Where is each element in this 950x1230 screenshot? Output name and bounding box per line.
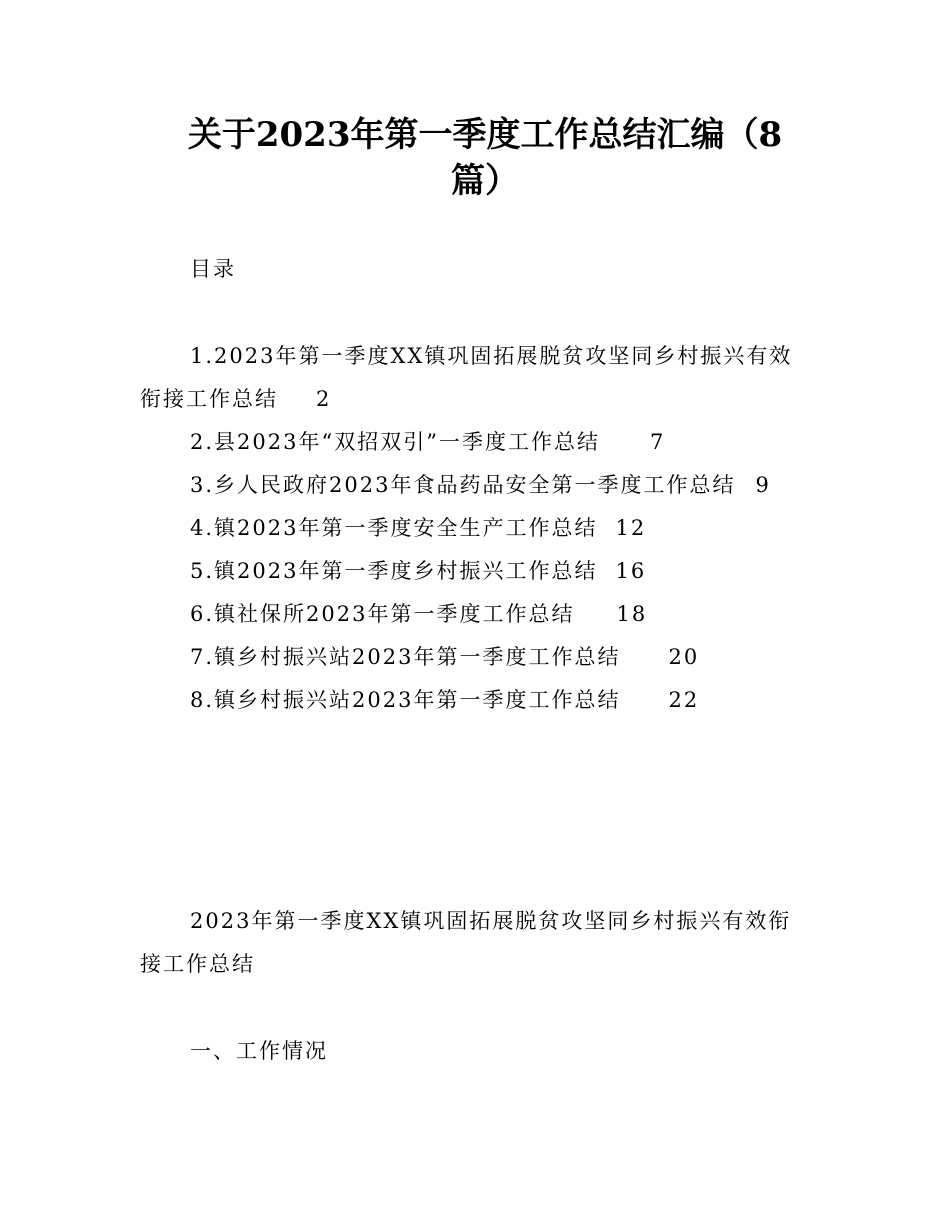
toc-item-text: 2.县2023年“双招双引”一季度工作总结 [190,430,600,454]
article-title: 2023年第一季度XX镇巩固拓展脱贫攻坚同乡村振兴有效衔接工作总结 [140,909,792,976]
toc-page-number: 18 [616,602,648,626]
toc-item[interactable] [140,507,805,550]
title-line-2: 篇） [451,161,519,201]
toc-item[interactable] [140,593,805,636]
toc-item[interactable] [140,679,805,722]
title-line-1: 关于2023年第一季度工作总结汇编（8 [187,115,783,155]
toc-item[interactable] [140,550,805,593]
toc-item-text: 5.镇2023年第一季度乡村振兴工作总结 [190,559,598,583]
document-title [140,112,830,204]
toc-page-number: 9 [755,473,771,497]
toc-item-text: 4.镇2023年第一季度安全生产工作总结 [190,516,598,540]
toc-page-number: 7 [649,430,666,454]
toc-item-text: 3.乡人民政府2023年食品药品安全第一季度工作总结 [190,473,736,497]
toc-item-text: 1.2023年第一季度XX镇巩固拓展脱贫攻坚同乡村振兴有效衔接工作总结 [140,344,793,411]
toc-page-number: 22 [668,688,700,712]
toc-page-number: 2 [316,387,332,411]
table-of-contents [140,335,805,722]
toc-item-text: 7.镇乡村振兴站2023年第一季度工作总结 [190,645,621,669]
toc-page-number: 20 [668,645,700,669]
toc-item[interactable] [140,335,805,421]
toc-label: 目录 [190,257,236,281]
toc-item[interactable] [140,636,805,679]
toc-item-text: 8.镇乡村振兴站2023年第一季度工作总结 [190,688,621,712]
toc-page-number: 12 [615,516,647,540]
toc-item[interactable] [140,464,805,507]
section-heading: 一、工作情况 [190,1039,328,1063]
toc-page-number: 16 [615,559,647,583]
toc-item[interactable] [140,421,805,464]
toc-item-text: 6.镇社保所2023年第一季度工作总结 [190,602,575,626]
